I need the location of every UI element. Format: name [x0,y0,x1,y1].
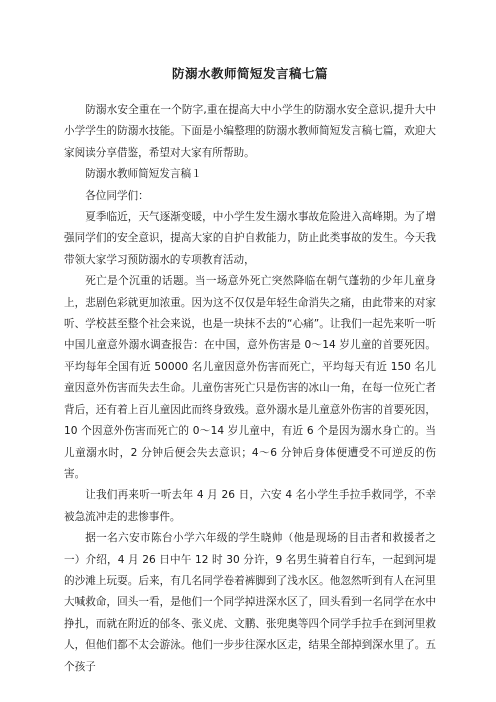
body-paragraph: 据一名六安市陈台小学六年级的学生晓帅（他是现场的目击者和救援者之一）介绍，4 月 26 日中午 12 时 30 分许，9 名男生骑着自行车，一起到河堤的沙滩上玩耍。后来，有几名同学卷着裤脚到了浅水区。他忽然听到有人在河里大喊救命，回头一看，是他们一个同学掉进深水区了，回头看到一名同学在水中挣扎，而就在附近的邰冬、张义虎、文鹏、张兜奥等四个同学手拉手在到河里救人，但他们都不太会游泳。他们一步步往深水区走，结果全部掉到深水里了。五个孩子 [64,532,436,673]
document-title: 防溺水教师简短发言稿七篇 [171,66,328,81]
section-heading: 防溺水教师简短发言稿１ [85,168,202,181]
body-paragraph: 让我们再来听一听去年 4 月 26 日，六安 4 名小学生手拉手救同学，不幸被急流冲走的悲惨事件。 [64,489,436,523]
salutation: 各位同学们： [85,189,149,202]
body-paragraph: 死亡是个沉重的话题。当一场意外死亡突然降临在朝气蓬勃的少年儿童身上，悲剧色彩就更加浓重。因为这不仅仅是年轻生命消失之痛，由此带来的对家听、学校甚至整个社会来说，也是一块抹不去的“心痛”。让我们一起先来听一听中国儿童意外溺水调查报告：在中国，意外伤害是 0～14 岁儿童的首要死因。平均每年全国有近 50000 名儿童因意外伤害而死亡，平均每天有近 150 名儿童因意外伤害而失去生命。儿童伤害死亡只是伤害的冰山一角，在每一位死亡者背后，还有着上百儿童因此而终身致残。意外溺水是儿童意外伤害的首要死因，10 个因意外伤害而死亡的 0～14 岁儿童中，有近 6 个是因为溺水身亡的。当儿童溺水时，2 分钟后便会失去意识；4～6 分钟后身体便遭受不可逆反的伤害。 [64,275,436,480]
intro-paragraph: 防溺水安全重在一个防字,重在提高大中小学生的防溺水安全意识,提升大中小学学生的防溺水技能。下面是小编整理的防溺水教师简短发言稿七篇，欢迎大家阅读分享借鉴，希望对大家有所帮助。 [64,104,436,159]
body-paragraph: 夏季临近，天气逐渐变暖，中小学生发生溺水事故危险进入高峰期。为了增强同学们的安全意识，提高大家的自护自救能力，防止此类事故的发生。今天我带领大家学习预防溺水的专项教育活动， [64,211,436,266]
